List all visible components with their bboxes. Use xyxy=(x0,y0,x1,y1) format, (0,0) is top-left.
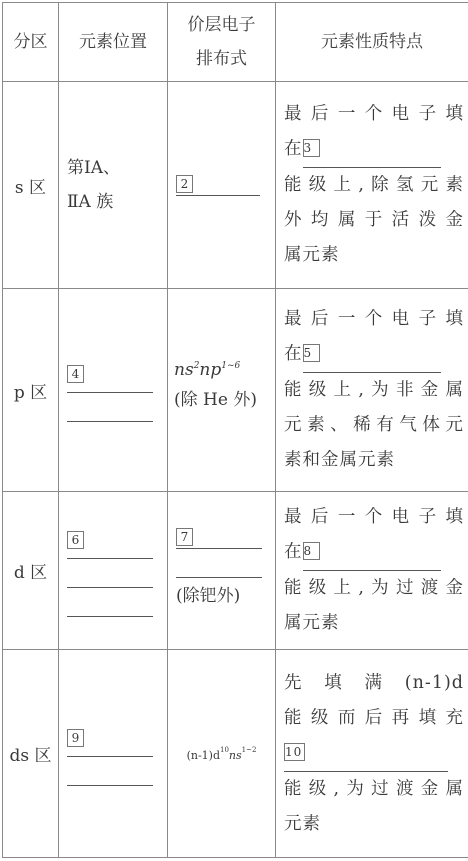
periodic-zones-table xyxy=(2,2,468,858)
answer-blank-line xyxy=(176,577,262,578)
answer-blank-line xyxy=(67,587,153,588)
zone-cell: ds 区 xyxy=(3,650,59,858)
answer-blank: 9 xyxy=(67,722,153,757)
zone-cell: d 区 xyxy=(3,492,59,650)
config-cell xyxy=(168,82,276,289)
header-traits: 元素性质特点 xyxy=(276,3,468,82)
answer-blank: 8 xyxy=(303,535,441,571)
header-row xyxy=(3,3,468,82)
config-cell: $ns^2np^{1\sim 6}$ (除 He 外) xyxy=(168,289,276,492)
traits-cell: 最后一个电子填 在3 能级上,除氢元素 外均属于活泼金 属元素 xyxy=(276,82,468,289)
table-row-d xyxy=(3,492,468,650)
answer-blank: 5 xyxy=(303,337,441,373)
traits-cell: 先填满(n-1)d 能级而后再填充 10 能级,为过渡金属 元素 xyxy=(276,650,468,858)
header-config: 价层电子 排布式 xyxy=(168,3,276,82)
position-cell xyxy=(59,492,168,650)
answer-blank: 3 xyxy=(303,132,441,168)
table-row-s xyxy=(3,82,468,289)
position-cell xyxy=(59,650,168,858)
traits-cell: 最后一个电子填 在5 能级上,为非金属 元素、稀有气体元 素和金属元素 xyxy=(276,289,468,492)
answer-blank: 2 xyxy=(176,175,260,196)
position-cell: 第ⅠA、 ⅡA 族 xyxy=(59,82,168,289)
config-cell: $(n-1)d^{10}ns^{1\sim 2}$ xyxy=(168,650,276,858)
table-row-p xyxy=(3,289,468,492)
answer-blank: 10 xyxy=(284,736,448,772)
answer-blank: 7 xyxy=(176,528,262,549)
answer-blank-line xyxy=(67,421,153,422)
config-cell: 7 (除钯外) xyxy=(168,492,276,650)
answer-blank: 6 xyxy=(67,524,153,559)
answer-blank-line xyxy=(67,785,153,786)
table-row-ds xyxy=(3,650,468,858)
header-zone: 分区 xyxy=(3,3,59,82)
zone-cell: s 区 xyxy=(3,82,59,289)
header-position: 元素位置 xyxy=(59,3,168,82)
answer-blank: 4 xyxy=(67,358,153,393)
position-cell xyxy=(59,289,168,492)
answer-blank-line xyxy=(67,616,153,617)
traits-cell: 最后一个电子填 在8 能级上,为过渡金 属元素 xyxy=(276,492,468,650)
zone-cell: p 区 xyxy=(3,289,59,492)
